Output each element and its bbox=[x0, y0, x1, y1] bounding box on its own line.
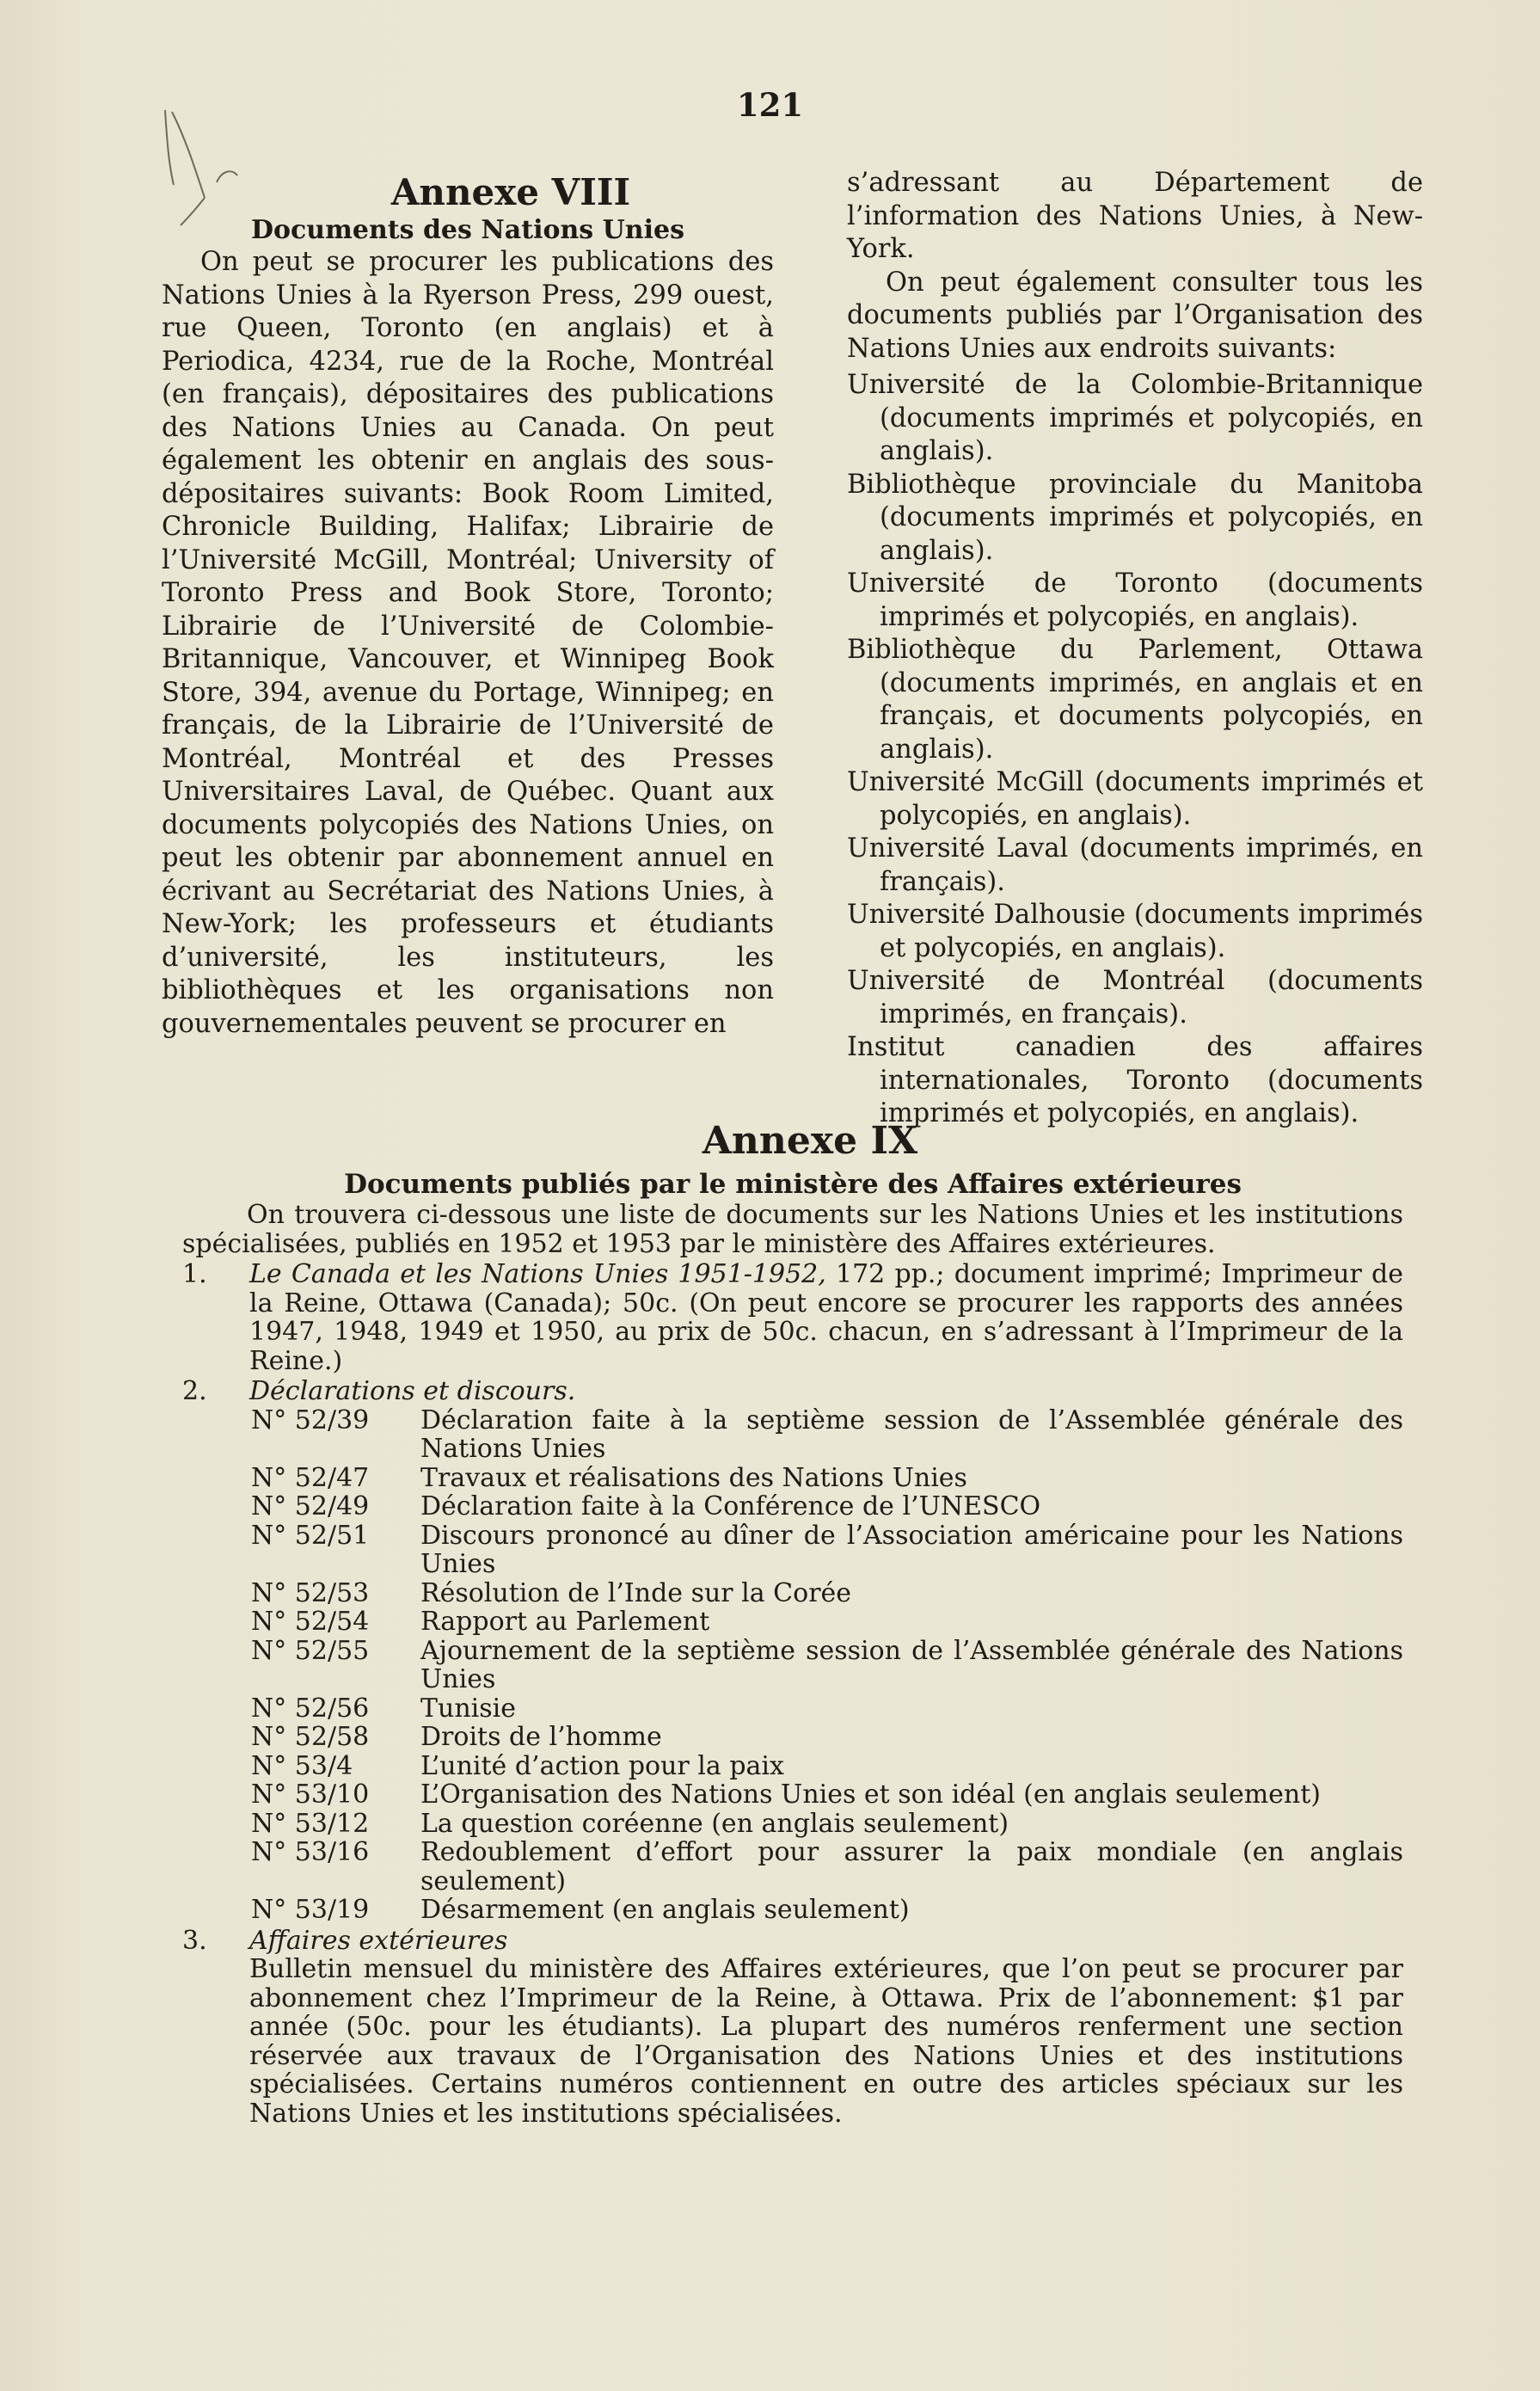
table-row bbox=[251, 1521, 1403, 1579]
doc-title: Rapport au Parlement bbox=[420, 1607, 710, 1637]
doc-title: Tunisie bbox=[420, 1693, 516, 1724]
publication-item-2 bbox=[182, 1377, 1403, 1406]
item-body bbox=[249, 1260, 1403, 1375]
item-number: 2. bbox=[182, 1376, 207, 1406]
doc-code: N° 52/49 bbox=[251, 1491, 370, 1521]
annex-viii-paragraph-continued: s’adressant au Département de l’information des Nations Unies, à New-York. bbox=[847, 168, 1423, 264]
table-row bbox=[251, 1607, 1403, 1637]
annex-viii-left-column bbox=[162, 172, 774, 1041]
table-row bbox=[251, 1896, 1403, 1925]
doc-title: Redoublement d’effort pour assurer la paix mondiale (en anglais seulement) bbox=[420, 1837, 1403, 1896]
doc-code: N° 53/19 bbox=[251, 1895, 370, 1925]
annex-ix-title: Annexe IX bbox=[702, 1119, 918, 1163]
annex-viii-consult-paragraph: On peut également consulter tous les documents publiés par l’Organisation des Nations Unies aux endroits suivants: bbox=[847, 267, 1423, 364]
doc-code: N° 53/10 bbox=[251, 1779, 370, 1810]
library-list bbox=[847, 369, 1423, 1131]
item-title: Déclarations et discours. bbox=[249, 1376, 576, 1406]
doc-code: N° 52/54 bbox=[251, 1607, 370, 1637]
doc-code: N° 52/58 bbox=[251, 1722, 370, 1752]
item-body bbox=[249, 1377, 1403, 1406]
item-body bbox=[249, 1927, 1403, 2129]
doc-title: L’Organisation des Nations Unies et son idéal (en anglais seulement) bbox=[420, 1779, 1321, 1810]
list-item: Université de Toronto (documents imprimés et polycopiés, en anglais). bbox=[847, 569, 1423, 632]
annex-ix-subtitle: Documents publiés par le ministère des Affaires extérieures bbox=[344, 1169, 1242, 1200]
doc-title: Déclaration faite à la Conférence de l’UNESCO bbox=[420, 1491, 1041, 1521]
item-text: Bulletin mensuel du ministère des Affaires extérieures, que l’on peut se procurer par abonnement chez l’Imprimeur de la Reine, à Ottawa. Prix de l’abonnement: $1 par année (50c. pour les étudiants). La plupart des numéros renferment une section réservée aux travaux de l’Organisation des Nations Unies et des institutions spécialisées. Certains numéros contiennent en outre des articles spéciaux sur les Nations Unies et les institutions spécialisées. bbox=[249, 1954, 1403, 2129]
table-row bbox=[251, 1723, 1403, 1752]
publication-item-3 bbox=[182, 1927, 1403, 2129]
doc-code: N° 52/39 bbox=[251, 1404, 370, 1435]
list-item: Université Dalhousie (documents imprimés et polycopiés, en anglais). bbox=[847, 900, 1423, 963]
list-item: Université de la Colombie-Britannique (documents imprimés et polycopiés, en anglais). bbox=[847, 370, 1423, 466]
table-row bbox=[251, 1838, 1403, 1896]
doc-code: N° 52/53 bbox=[251, 1577, 370, 1608]
doc-title: Désarmement (en anglais seulement) bbox=[420, 1895, 910, 1925]
table-row bbox=[251, 1464, 1403, 1493]
list-item: Bibliothèque du Parlement, Ottawa (documents imprimés, en anglais et en français, et documents polycopiés, en anglais). bbox=[847, 635, 1423, 765]
annex-ix-intro: On trouvera ci-dessous une liste de documents sur les Nations Unies et les institutions spécialisées, publiés en 1952 et 1953 par le ministère des Affaires extérieures. bbox=[182, 1200, 1403, 1259]
doc-code: N° 52/47 bbox=[251, 1462, 370, 1493]
annex-viii-title: Annexe VIII bbox=[390, 171, 631, 213]
list-item: Université McGill (documents imprimés et polycopiés, en anglais). bbox=[847, 767, 1423, 831]
table-row bbox=[251, 1694, 1403, 1724]
item-number: 1. bbox=[182, 1259, 207, 1289]
doc-title: Ajournement de la septième session de l’Assemblée générale des Nations Unies bbox=[420, 1635, 1403, 1694]
item-text: 172 pp.; document imprimé; Imprimeur de la Reine, Ottawa (Canada); 50c. (On peut encore se procurer les rapports des années 1947, 1948, 1949 et 1950, au prix de 50c. chacun, en s’adressant à l’Imprimeur de la Reine.) bbox=[249, 1259, 1403, 1376]
table-row bbox=[251, 1637, 1403, 1694]
doc-title: L’unité d’action pour la paix bbox=[420, 1750, 784, 1781]
doc-title: Discours prononcé au dîner de l’Association américaine pour les Nations Unies bbox=[420, 1520, 1403, 1579]
item-title: Le Canada et les Nations Unies 1951-1952, bbox=[249, 1259, 826, 1289]
doc-code: N° 53/16 bbox=[251, 1837, 370, 1867]
doc-code: N° 53/4 bbox=[251, 1750, 353, 1781]
statements-list bbox=[251, 1406, 1403, 1925]
doc-code: N° 52/51 bbox=[251, 1520, 370, 1551]
table-row bbox=[251, 1780, 1403, 1810]
doc-title: Déclaration faite à la septième session de l’Assemblée générale des Nations Unies bbox=[420, 1404, 1403, 1464]
annex-ix-section bbox=[182, 1118, 1403, 2128]
list-item: Institut canadien des affaires internationales, Toronto (documents imprimés et polycopiés, en anglais). bbox=[847, 1032, 1423, 1128]
publication-item-1 bbox=[182, 1260, 1403, 1375]
doc-title: La question coréenne (en anglais seulement) bbox=[420, 1808, 1009, 1839]
table-row bbox=[251, 1810, 1403, 1839]
table-row bbox=[251, 1579, 1403, 1608]
list-item: Bibliothèque provinciale du Manitoba (documents imprimés et polycopiés, en anglais). bbox=[847, 469, 1423, 566]
table-row bbox=[251, 1752, 1403, 1781]
doc-code: N° 52/55 bbox=[251, 1635, 370, 1666]
list-item: Université de Montréal (documents imprimés, en français). bbox=[847, 966, 1423, 1030]
doc-title: Travaux et réalisations des Nations Unies bbox=[420, 1462, 967, 1493]
table-row bbox=[251, 1406, 1403, 1464]
item-number: 3. bbox=[182, 1925, 207, 1956]
doc-title: Droits de l’homme bbox=[420, 1722, 662, 1752]
annex-viii-paragraph: On peut se procurer les publications des Nations Unies à la Ryerson Press, 299 ouest, rue Queen, Toronto (en anglais) et à Periodica, 4234, rue de la Roche, Montréal (en français), dépositaires des publications des Nations Unies au Canada. On peut également les obtenir en anglais des sous-dépositaires suivants: Book Room Limited, Chronicle Building, Halifax; Librairie de l’Université McGill, Montréal; University of Toronto Press and Book Store, Toronto; Librairie de l’Université de Colombie-Britannique, Vancouver, et Winnipeg Book Store, 394, avenue du Portage, Winnipeg; en français, de la Librairie de l’Université de Montréal, Montréal et des Presses Universitaires Laval, de Québec. Quant aux documents polycopiés des Nations Unies, on peut les obtenir par abonnement annuel en écrivant au Secrétariat des Nations Unies, à New-York; les professeurs et étudiants d’université, les instituteurs, les bibliothèques et les organisations non gouvernementales peuvent se procurer en bbox=[162, 247, 774, 1039]
page-number: 121 bbox=[736, 86, 804, 124]
doc-title: Résolution de l’Inde sur la Corée bbox=[420, 1577, 852, 1608]
doc-code: N° 52/56 bbox=[251, 1693, 370, 1724]
list-item: Université Laval (documents imprimés, en français). bbox=[847, 833, 1423, 897]
annex-viii-right-column bbox=[847, 167, 1423, 1131]
table-row bbox=[251, 1492, 1403, 1521]
item-title: Affaires extérieures bbox=[249, 1925, 508, 1956]
annex-viii-subtitle: Documents des Nations Unies bbox=[251, 215, 684, 245]
doc-code: N° 53/12 bbox=[251, 1808, 370, 1839]
